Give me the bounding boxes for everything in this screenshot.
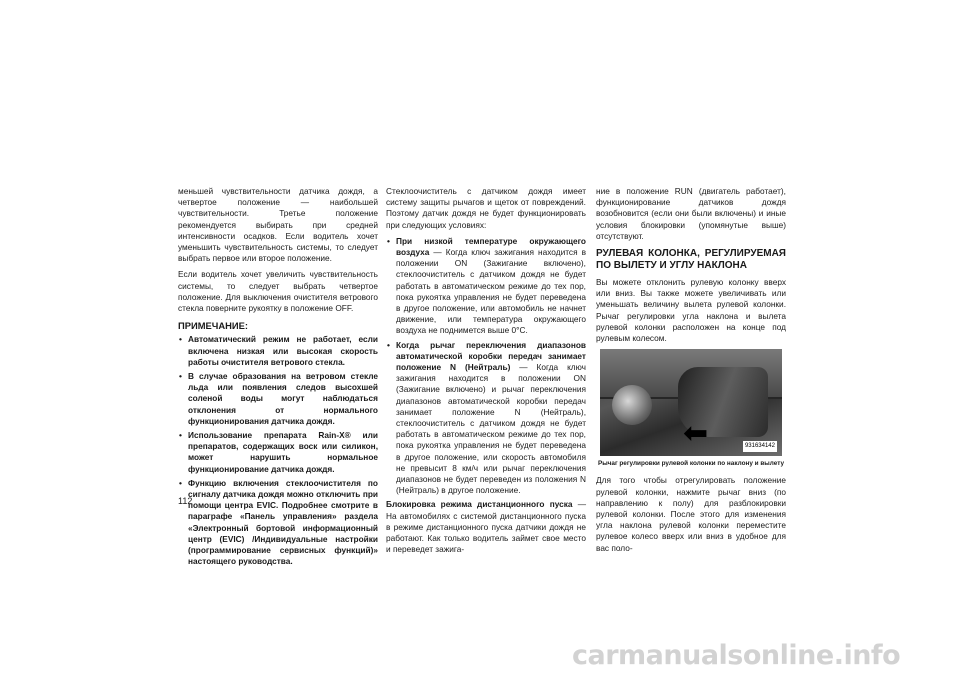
section-heading: РУЛЕВАЯ КОЛОНКА, РЕГУЛИРУЕМАЯ ПО ВЫЛЕТУ И УГЛУ НАКЛОНА [596,248,786,272]
note-item: • Функцию включения стеклоочистителя по сигналу датчика дождя можно отключить при помощи центра EVIC. Подробнее смотрите в параграфе «Панель управления» раздела «Электронный бортовой информационный центр (EVIC) /Индивидуальные настройки (программирование сервисных функций)» настоящего руководства. [178,478,378,568]
condition-text: — Когда ключ зажигания находится в положении ON (Зажигание включено) и рычаг переключения диапазонов автоматической коробки передач занимает положение N (Нейтраль), стеклоочиститель с датчиком дождя не будет работать в автоматическом режиме до тех пор, пока рукоятка управления не будет переведена в другое положение, или скорость автомобиля не превысит 8 км/ч или рычаг переключения диапазонов не будет переведен из положения N (Нейтраль) в другое положение. [396,362,586,496]
condition-text: — Когда ключ зажигания находится в положении ON (Зажигание включено), стеклоочиститель с датчиком дождя не будет работать в автоматическом режиме до тех пор, пока рукоятка управления не будет переведена в другое положение, или автомобиль не начнет движение, или температура окружающего воздуха не поднимется выше 0°C. [396,247,586,336]
condition-item [386,236,586,337]
paragraph [386,499,586,555]
condition-list [386,236,586,497]
note-item: • Автоматический режим не работает, если включена низкая или высокая скорость работы очистителя ветрового стекла. [178,334,378,368]
paragraph: меньшей чувствительности датчика дождя, а четвертое положение — наибольшей чувствительности. Третье положение рекомендуется выбирать при средней интенсивности осадков. Если водитель хочет уменьшить чувствительность системы, то следует выбрать первое или второе положение. [178,186,378,264]
steering-column-photo [600,349,782,456]
column-left [178,186,378,571]
paragraph: ние в положение RUN (двигатель работает), функционирование датчиков дождя возобновится (если они были включены) и иные условия блокировки (упомянутые выше) отсутствуют. [596,186,786,241]
page-number: 112 [178,496,193,506]
condition-item [386,340,586,497]
figure-caption: Рычаг регулировки рулевой колонки по наклону и вылету [597,460,785,468]
paragraph: Стеклоочиститель с датчиком дождя имеет систему защиты рычагов и щеток от повреждений. Поэтому датчик дождя не будет функционировать при следующих условиях: [386,186,586,230]
watermark: carmanualsonline.info [572,640,901,671]
arrow-left-icon: ⬅ [683,417,709,451]
remote-start-title: Блокировка режима дистанционного пуска [386,499,573,510]
note-item: • Использование препарата Rain-X® или препаратов, содержащих воск или силикон, может нарушить нормальное функционирование датчика дождя. [178,430,378,475]
paragraph: Если водитель хочет увеличить чувствительность системы, то следует выбрать четвертое положение. Для выключения очистителя ветрового стекла поверните рукоятку в положение OFF. [178,269,378,314]
paragraph: Вы можете отклонить рулевую колонку вверх или вниз. Вы также можете увеличивать или уменьшать величину вылета рулевой колонки. Рычаг регулировки угла наклона и вылета рулевой колонки расположен на конце под рулевым колесом. [596,277,786,344]
note-heading: ПРИМЕЧАНИЕ: [178,320,249,332]
condition-title: Когда рычаг переключения диапазонов автоматической коробки передач занимает положение N (Нейтраль) [396,339,586,373]
paragraph: Для того чтобы отрегулировать положение рулевой колонки, нажмите рычаг вниз (по направлению к полу) для разблокировки рулевой колонки. После этого для изменения угла наклона рулевой колонки переместите рулевое колесо вверх или вниз в удобное для вас поло- [596,475,786,553]
condition-title: При низкой температуре окружающего воздуха [396,235,586,258]
column-right [596,186,786,559]
remote-start-text: — На автомобилях с системой дистанционного пуска в режиме дистанционного пуска датчики дождя не работают. Как только водитель займет свое место и переведет зажига- [386,499,586,555]
control-knob-shape [612,385,652,425]
note-list [178,334,378,567]
figure-id: 931634142 [743,441,777,452]
note-item: • В случае образования на ветровом стекле льда или появления следов высохшей соленой воды могут наблюдаться отклонения от нормального функционирования датчика дождя. [178,371,378,427]
column-middle [386,186,586,561]
